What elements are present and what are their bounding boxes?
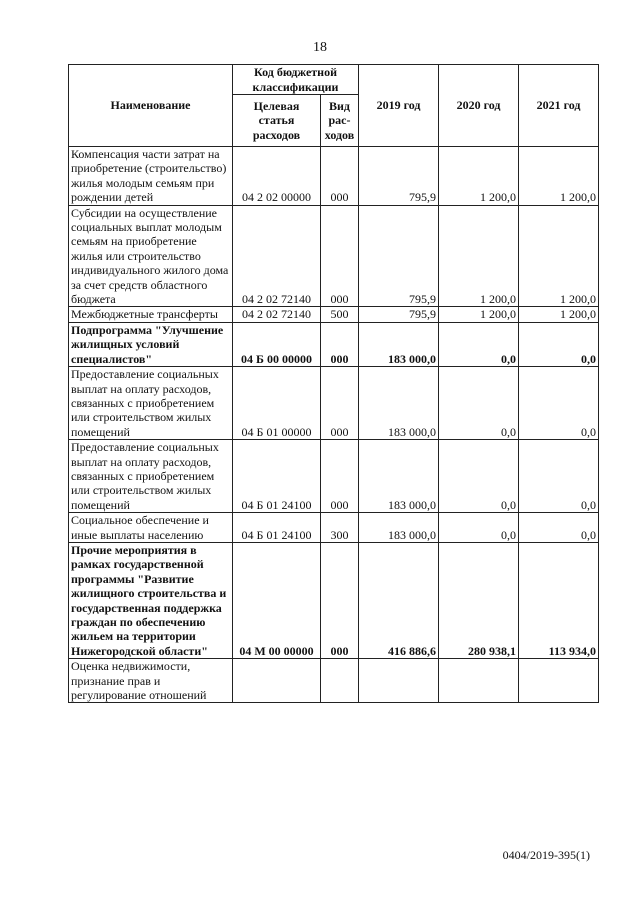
cell-name: Подпрограмма "Улучшение жилищных условий специалистов" [69,322,233,366]
cell-2021 [519,659,599,703]
cell-name: Предоставление социальных выплат на оплату расходов, связанных с приобретением или строительством жилых помещений [69,440,233,513]
header-2020: 2020 год [439,65,519,147]
header-target-article: Целевая статья расходов [233,95,321,147]
cell-2020: 1 200,0 [439,307,519,322]
cell-name: Социальное обеспечение и иные выплаты населению [69,513,233,543]
cell-target-article: 04 Б 00 00000 [233,322,321,366]
cell-name: Предоставление социальных выплат на оплату расходов, связанных с приобретением или строительством жилых помещений [69,367,233,440]
table-header [69,65,599,147]
cell-name: Межбюджетные трансферты [69,307,233,322]
header-expense-type: Вид рас-ходов [321,95,359,147]
table-row [69,322,599,366]
cell-2021: 1 200,0 [519,147,599,206]
cell-2020: 0,0 [439,513,519,543]
cell-target-article: 04 2 02 00000 [233,147,321,206]
cell-2020 [439,659,519,703]
cell-2019: 183 000,0 [359,322,439,366]
header-2021: 2021 год [519,65,599,147]
cell-expense-type: 300 [321,513,359,543]
cell-expense-type: 000 [321,147,359,206]
cell-2021: 0,0 [519,513,599,543]
document-id: 0404/2019-395(1) [502,848,590,862]
cell-2020: 0,0 [439,367,519,440]
table-row [69,659,599,703]
header-code-group: Код бюджетной классификации [233,65,359,95]
cell-expense-type [321,659,359,703]
cell-2019: 795,9 [359,147,439,206]
cell-2019: 183 000,0 [359,440,439,513]
cell-2021: 0,0 [519,367,599,440]
cell-2021: 0,0 [519,322,599,366]
cell-target-article: 04 Б 01 24100 [233,513,321,543]
cell-name: Оценка недвижимости, признание прав и регулирование отношений [69,659,233,703]
cell-target-article: 04 Б 01 24100 [233,440,321,513]
header-name: Наименование [69,65,233,147]
cell-2021: 1 200,0 [519,205,599,307]
table-row [69,367,599,440]
table-row [69,205,599,307]
cell-2020: 0,0 [439,440,519,513]
table-row [69,513,599,543]
cell-expense-type: 500 [321,307,359,322]
cell-expense-type: 000 [321,322,359,366]
cell-expense-type: 000 [321,440,359,513]
cell-name: Прочие мероприятия в рамках государственной программы "Развитие жилищного строительства и государственная поддержка граждан по обеспечению жильем на территории Нижегородской области" [69,542,233,658]
cell-2021: 113 934,0 [519,542,599,658]
cell-target-article: 04 2 02 72140 [233,307,321,322]
table-row [69,147,599,206]
cell-2019 [359,659,439,703]
cell-expense-type: 000 [321,367,359,440]
cell-2019: 795,9 [359,205,439,307]
table-body [69,147,599,703]
header-2019: 2019 год [359,65,439,147]
cell-2021: 1 200,0 [519,307,599,322]
table-row [69,542,599,658]
cell-name: Компенсация части затрат на приобретение (строительство) жилья молодым семьям при рождении детей [69,147,233,206]
cell-2019: 416 886,6 [359,542,439,658]
budget-table [68,64,599,703]
cell-2019: 795,9 [359,307,439,322]
cell-2020: 1 200,0 [439,147,519,206]
cell-target-article: 04 2 02 72140 [233,205,321,307]
cell-2020: 1 200,0 [439,205,519,307]
table-row [69,307,599,322]
cell-2021: 0,0 [519,440,599,513]
cell-name: Субсидии на осуществление социальных выплат молодым семьям на приобретение жилья или строительство индивидуального жилого дома за счет средств областного бюджета [69,205,233,307]
page-number: 18 [313,40,327,55]
cell-expense-type: 000 [321,205,359,307]
cell-2020: 0,0 [439,322,519,366]
cell-2019: 183 000,0 [359,367,439,440]
cell-expense-type: 000 [321,542,359,658]
cell-target-article [233,659,321,703]
cell-target-article: 04 Б 01 00000 [233,367,321,440]
cell-2020: 280 938,1 [439,542,519,658]
table-row [69,440,599,513]
cell-2019: 183 000,0 [359,513,439,543]
cell-target-article: 04 М 00 00000 [233,542,321,658]
